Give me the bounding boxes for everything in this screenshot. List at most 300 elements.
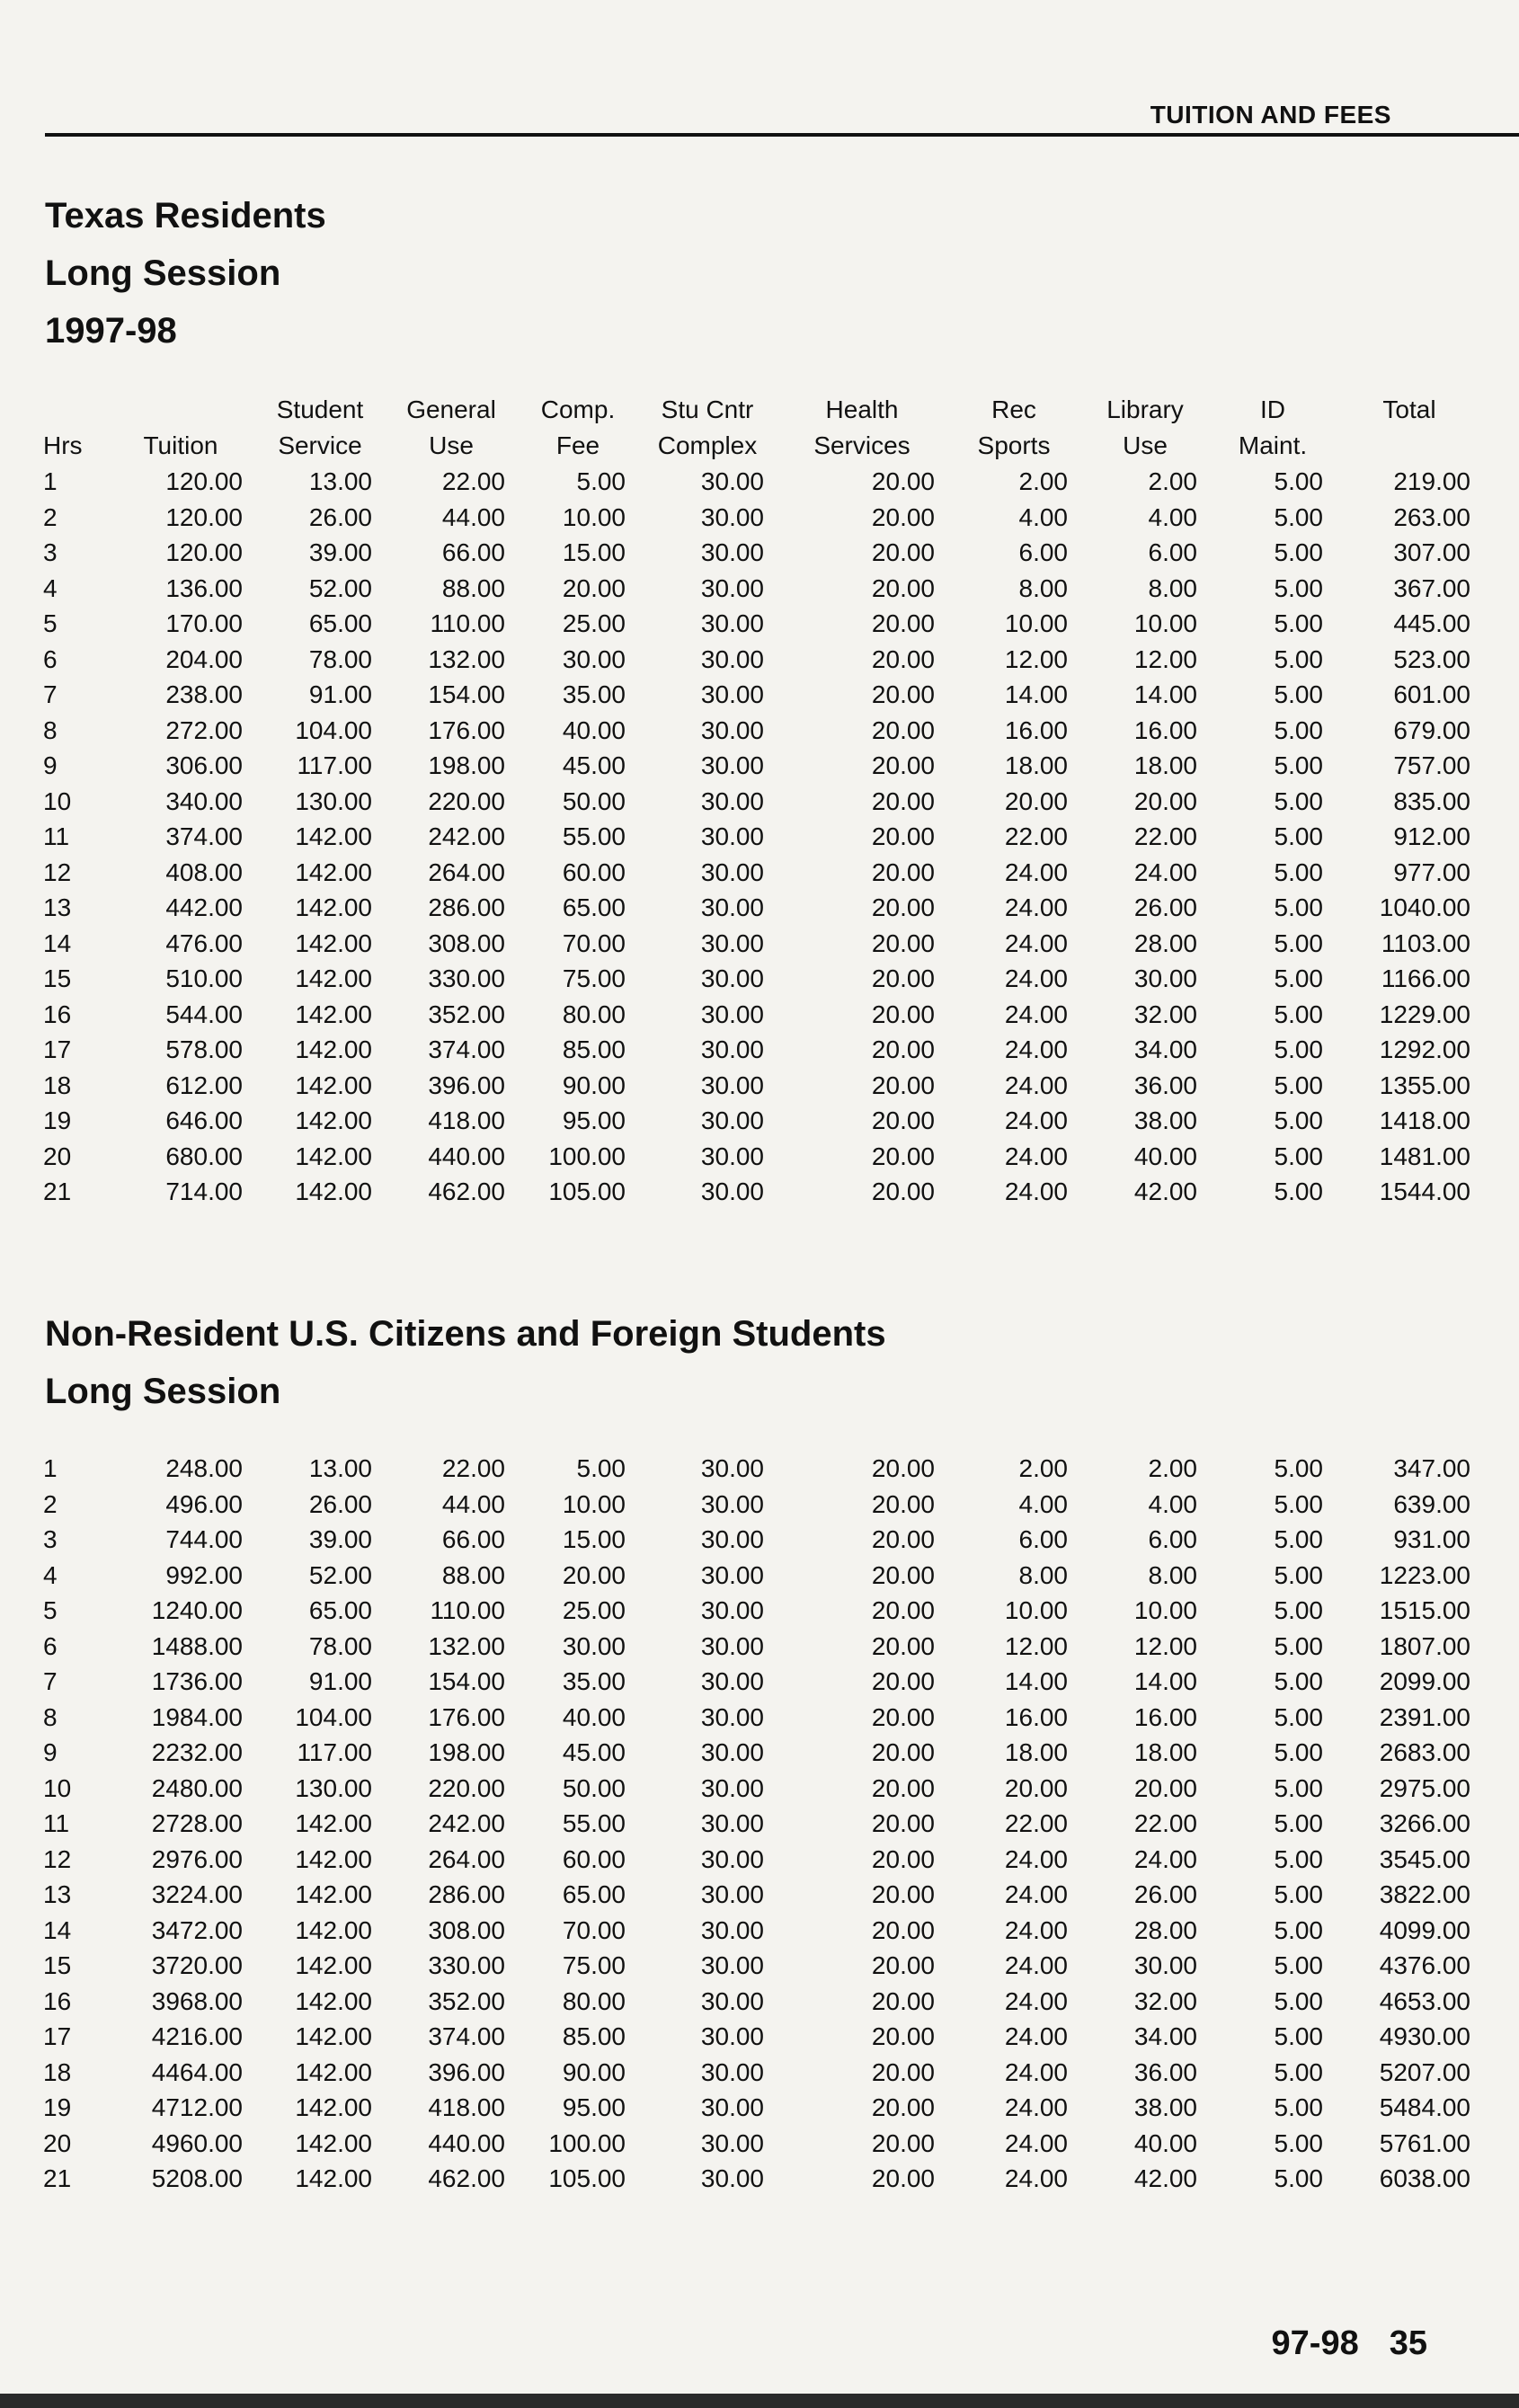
fee-cell: 60.00 [562,1844,626,1873]
page-footer [1241,2324,1427,2363]
fee-cell: 1544.00 [1379,1177,1470,1205]
fee-cell: 6.00 [1018,1525,1068,1553]
column-header: Use [1123,431,1168,459]
fee-cell: 44.00 [441,1489,505,1518]
table-row [43,890,1483,926]
fee-cell: 20.00 [871,1035,935,1063]
table-row [43,1174,1483,1210]
fee-cell: 24.00 [1004,1951,1068,1979]
fee-cell: 612.00 [165,1071,243,1099]
fee-cell: 601.00 [1393,680,1470,708]
fee-cell: 4464.00 [151,2057,243,2086]
fee-cell: 445.00 [1393,609,1470,637]
fee-cell: 4.00 [1148,1489,1197,1518]
hours-cell: 21 [43,1177,72,1205]
fee-cell: 75.00 [562,964,626,992]
fee-cell: 28.00 [1133,1915,1197,1944]
fee-cell: 5.00 [1274,1809,1323,1837]
fee-cell: 8.00 [1148,573,1197,602]
fee-cell: 42.00 [1133,1177,1197,1205]
hours-cell: 4 [43,573,58,602]
table-row [43,1842,1483,1878]
fee-cell: 2480.00 [151,1773,243,1802]
fee-cell: 39.00 [308,1525,372,1553]
fee-cell: 242.00 [428,822,505,850]
hours-cell: 12 [43,1844,72,1873]
column-header: Use [429,431,474,459]
fee-cell: 66.00 [441,1525,505,1553]
fee-cell: 42.00 [1133,2164,1197,2192]
table-row [43,2090,1483,2126]
fee-cell: 20.00 [1004,1773,1068,1802]
fee-cell: 5.00 [1274,573,1323,602]
column-header: Complex [657,431,758,459]
column-header: Library [1106,395,1184,423]
fee-cell: 14.00 [1133,680,1197,708]
fee-cell: 18.00 [1133,751,1197,779]
fee-cell: 20.00 [871,538,935,566]
fee-cell: 4216.00 [151,2022,243,2050]
fee-cell: 24.00 [1004,2128,1068,2157]
fee-cell: 30.00 [700,2022,764,2050]
column-header: Comp. [540,395,616,423]
fee-cell: 4099.00 [1379,1915,1470,1944]
fee-cell: 52.00 [308,573,372,602]
fee-cell: 1355.00 [1379,1071,1470,1099]
fee-cell: 30.00 [700,2093,764,2121]
fee-cell: 30.00 [700,1106,764,1134]
fee-cell: 142.00 [295,1880,372,1908]
fee-cell: 120.00 [165,467,243,495]
fee-cell: 307.00 [1393,538,1470,566]
fee-cell: 347.00 [1393,1454,1470,1482]
fee-cell: 5484.00 [1379,2093,1470,2121]
fee-cell: 219.00 [1393,467,1470,495]
fee-cell: 30.00 [700,786,764,815]
table-row [43,2126,1483,2162]
fee-cell: 330.00 [428,964,505,992]
fee-cell: 308.00 [428,929,505,957]
fee-cell: 24.00 [1004,964,1068,992]
fee-cell: 142.00 [295,893,372,921]
table-row [43,997,1483,1033]
fee-cell: 30.00 [700,1000,764,1028]
fee-cell: 24.00 [1004,2093,1068,2121]
fee-cell: 142.00 [295,1177,372,1205]
fee-cell: 30.00 [700,609,764,637]
fee-cell: 5.00 [1274,1773,1323,1802]
fee-cell: 5.00 [1274,644,1323,673]
fee-cell: 30.00 [700,1880,764,1908]
fee-cell: 30.00 [700,2164,764,2192]
fee-cell: 5.00 [1274,1702,1323,1731]
table-row [43,1913,1483,1949]
fee-cell: 5.00 [1274,857,1323,886]
fee-cell: 931.00 [1393,1525,1470,1553]
column-header: Health [825,395,899,423]
fee-cell: 5.00 [1274,1106,1323,1134]
fee-cell: 4960.00 [151,2128,243,2157]
header-rule [45,133,1519,137]
fee-cell: 14.00 [1004,680,1068,708]
column-header: Hrs [43,431,83,459]
fee-cell: 20.00 [871,1915,935,1944]
fee-cell: 30.00 [700,1177,764,1205]
fee-cell: 286.00 [428,893,505,921]
fee-cell: 20.00 [871,2128,935,2157]
fee-cell: 757.00 [1393,751,1470,779]
fee-cell: 30.00 [700,644,764,673]
fee-cell: 20.00 [871,1773,935,1802]
fee-cell: 5.00 [1274,822,1323,850]
fee-cell: 1229.00 [1379,1000,1470,1028]
fee-cell: 5.00 [1274,751,1323,779]
column-header: Fee [555,431,600,459]
fee-cell: 5.00 [1274,1071,1323,1099]
table-row [43,784,1483,820]
fee-cell: 142.00 [295,2164,372,2192]
fee-cell: 35.00 [562,680,626,708]
column-header: Tuition [143,431,218,459]
fee-cell: 5.00 [1274,680,1323,708]
fee-cell: 20.00 [871,573,935,602]
fee-cell: 5.00 [1274,1525,1323,1553]
fee-cell: 12.00 [1004,1631,1068,1660]
hours-cell: 10 [43,786,72,815]
fee-cell: 13.00 [308,467,372,495]
column-header: Service [278,431,362,459]
fee-cell: 66.00 [441,538,505,566]
fee-cell: 30.00 [700,1489,764,1518]
column-header: Sports [977,431,1051,459]
fee-cell: 396.00 [428,2057,505,2086]
fee-cell: 30.00 [700,538,764,566]
texas-residents-fee-table [43,392,1483,1210]
fee-cell: 646.00 [165,1106,243,1134]
fee-cell: 5.00 [1274,502,1323,531]
column-header: ID [1260,395,1285,423]
fee-cell: 16.00 [1133,715,1197,744]
fee-cell: 5.00 [1274,929,1323,957]
fee-cell: 340.00 [165,786,243,815]
hours-cell: 9 [43,751,58,779]
fee-cell: 10.00 [1133,609,1197,637]
column-header: Services [813,431,911,459]
fee-cell: 4.00 [1018,502,1068,531]
fee-cell: 30.00 [700,929,764,957]
fee-cell: 100.00 [548,2128,626,2157]
fee-cell: 90.00 [562,1071,626,1099]
fee-cell: 20.00 [871,1738,935,1766]
fee-cell: 38.00 [1133,2093,1197,2121]
fee-cell: 20.00 [871,1631,935,1660]
fee-cell: 5.00 [1274,786,1323,815]
fee-cell: 16.00 [1004,1702,1068,1731]
table-row [43,2055,1483,2091]
fee-cell: 25.00 [562,609,626,637]
fee-cell: 440.00 [428,2128,505,2157]
fee-cell: 20.00 [871,857,935,886]
hours-cell: 3 [43,1525,58,1553]
fee-cell: 104.00 [295,715,372,744]
fee-cell: 120.00 [165,502,243,531]
hours-cell: 4 [43,1560,58,1589]
fee-cell: 1807.00 [1379,1631,1470,1660]
fee-cell: 142.00 [295,1986,372,2015]
fee-cell: 20.00 [562,573,626,602]
fee-cell: 242.00 [428,1809,505,1837]
fee-cell: 476.00 [165,929,243,957]
fee-cell: 264.00 [428,1844,505,1873]
fee-cell: 20.00 [871,2164,935,2192]
fee-cell: 22.00 [441,467,505,495]
fee-cell: 4.00 [1148,502,1197,531]
fee-cell: 510.00 [165,964,243,992]
fee-cell: 142.00 [295,1000,372,1028]
fee-cell: 1040.00 [1379,893,1470,921]
table-row [43,500,1483,536]
fee-cell: 5.00 [1274,1738,1323,1766]
fee-cell: 2.00 [1018,1454,1068,1482]
fee-cell: 142.00 [295,1106,372,1134]
table-row [43,961,1483,997]
fee-cell: 24.00 [1004,1035,1068,1063]
fee-cell: 680.00 [165,1142,243,1170]
fee-cell: 24.00 [1004,1844,1068,1873]
hours-cell: 16 [43,1000,72,1028]
fee-cell: 408.00 [165,857,243,886]
fee-cell: 30.00 [700,1951,764,1979]
fee-cell: 30.00 [1133,964,1197,992]
table-row [43,1984,1483,2020]
fee-cell: 36.00 [1133,1071,1197,1099]
fee-cell: 8.00 [1018,1560,1068,1589]
fee-cell: 75.00 [562,1951,626,1979]
fee-cell: 679.00 [1393,715,1470,744]
fee-cell: 90.00 [562,2057,626,2086]
fee-cell: 16.00 [1004,715,1068,744]
fee-cell: 264.00 [428,857,505,886]
fee-cell: 6.00 [1148,1525,1197,1553]
fee-cell: 117.00 [297,751,372,779]
fee-cell: 20.00 [871,609,935,637]
table-row [43,606,1483,642]
fee-cell: 2.00 [1148,467,1197,495]
fee-cell: 18.00 [1004,1738,1068,1766]
fee-cell: 34.00 [1133,2022,1197,2050]
table-row [43,571,1483,607]
fee-cell: 170.00 [165,609,243,637]
fee-cell: 3266.00 [1379,1809,1470,1837]
fee-cell: 272.00 [165,715,243,744]
fee-cell: 30.00 [700,1738,764,1766]
fee-cell: 80.00 [562,1986,626,2015]
fee-cell: 104.00 [295,1702,372,1731]
fee-cell: 30.00 [700,1071,764,1099]
fee-cell: 198.00 [428,751,505,779]
fee-cell: 132.00 [428,1631,505,1660]
fee-cell: 30.00 [700,1844,764,1873]
hours-cell: 9 [43,1738,58,1766]
fee-cell: 142.00 [295,1951,372,1979]
fee-cell: 20.00 [1004,786,1068,815]
fee-cell: 78.00 [308,644,372,673]
title-line: Texas Residents [45,196,326,235]
fee-cell: 36.00 [1133,2057,1197,2086]
table-row [43,2019,1483,2055]
fee-cell: 25.00 [562,1596,626,1624]
fee-cell: 30.00 [700,1035,764,1063]
fee-cell: 30.00 [700,1667,764,1695]
fee-cell: 85.00 [562,1035,626,1063]
fee-cell: 142.00 [295,929,372,957]
fee-cell: 5.00 [1274,1177,1323,1205]
fee-cell: 4712.00 [151,2093,243,2121]
fee-cell: 105.00 [548,2164,626,2192]
fee-cell: 142.00 [295,964,372,992]
table-row [43,677,1483,713]
fee-cell: 352.00 [428,1000,505,1028]
fee-cell: 26.00 [1133,1880,1197,1908]
fee-cell: 352.00 [428,1986,505,2015]
fee-cell: 238.00 [165,680,243,708]
fee-cell: 330.00 [428,1951,505,1979]
fee-cell: 95.00 [562,2093,626,2121]
fee-cell: 30.00 [700,1596,764,1624]
fee-cell: 20.00 [871,1142,935,1170]
fee-cell: 2.00 [1018,467,1068,495]
hours-cell: 19 [43,1106,72,1134]
fee-cell: 306.00 [165,751,243,779]
header-row-2 [43,428,1483,464]
fee-cell: 20.00 [871,1844,935,1873]
fee-cell: 744.00 [165,1525,243,1553]
fee-cell: 20.00 [871,1560,935,1589]
table-row [43,1068,1483,1104]
fee-cell: 462.00 [428,2164,505,2192]
fee-cell: 5.00 [1274,2128,1323,2157]
fee-cell: 5.00 [1274,467,1323,495]
fee-cell: 20.00 [871,1986,935,2015]
hours-cell: 18 [43,1071,72,1099]
table-row [43,2161,1483,2197]
fee-cell: 142.00 [295,822,372,850]
table-row [43,1700,1483,1736]
fee-cell: 714.00 [165,1177,243,1205]
fee-cell: 5207.00 [1379,2057,1470,2086]
fee-cell: 286.00 [428,1880,505,1908]
fee-cell: 2232.00 [151,1738,243,1766]
fee-cell: 8.00 [1018,573,1068,602]
fee-cell: 30.00 [700,2057,764,2086]
fee-cell: 30.00 [1133,1951,1197,1979]
fee-cell: 5.00 [1274,538,1323,566]
fee-cell: 20.00 [871,786,935,815]
fee-cell: 32.00 [1133,1986,1197,2015]
fee-cell: 142.00 [295,1142,372,1170]
fee-cell: 523.00 [1393,644,1470,673]
fee-cell: 5.00 [576,1454,626,1482]
fee-cell: 39.00 [308,538,372,566]
fee-cell: 3224.00 [151,1880,243,1908]
page-number: 35 [1389,2324,1427,2362]
fee-cell: 24.00 [1004,1880,1068,1908]
table-row [43,1032,1483,1068]
fee-cell: 6.00 [1148,538,1197,566]
fee-cell: 1984.00 [151,1702,243,1731]
fee-cell: 20.00 [871,964,935,992]
fee-cell: 5.00 [1274,1454,1323,1482]
fee-cell: 12.00 [1133,1631,1197,1660]
hours-cell: 18 [43,2057,72,2086]
fee-cell: 1418.00 [1379,1106,1470,1134]
fee-cell: 142.00 [295,1071,372,1099]
fee-cell: 30.00 [700,751,764,779]
fee-cell: 24.00 [1004,1177,1068,1205]
column-header: Maint. [1238,431,1308,459]
fee-cell: 40.00 [562,715,626,744]
fee-cell: 24.00 [1133,1844,1197,1873]
fee-cell: 38.00 [1133,1106,1197,1134]
table-row [43,535,1483,571]
hours-cell: 11 [43,822,70,850]
fee-cell: 462.00 [428,1177,505,1205]
fee-cell: 15.00 [562,538,626,566]
fee-cell: 130.00 [295,1773,372,1802]
fee-cell: 10.00 [562,1489,626,1518]
fee-cell: 22.00 [1133,1809,1197,1837]
fee-cell: 20.00 [871,1667,935,1695]
fee-cell: 40.00 [1133,1142,1197,1170]
hours-cell: 11 [43,1809,70,1837]
fee-cell: 20.00 [871,751,935,779]
table-row [43,819,1483,855]
hours-cell: 14 [43,929,72,957]
column-header [43,392,106,428]
fee-cell: 220.00 [428,1773,505,1802]
hours-cell: 1 [43,1454,58,1482]
fee-cell: 204.00 [165,644,243,673]
fee-cell: 24.00 [1004,929,1068,957]
fee-cell: 30.00 [700,573,764,602]
fee-cell: 105.00 [548,1177,626,1205]
column-header: Stu Cntr [661,395,754,423]
fee-cell: 24.00 [1004,1986,1068,2015]
fee-cell: 44.00 [441,502,505,531]
fee-cell: 18.00 [1004,751,1068,779]
fee-cell: 30.00 [700,1560,764,1589]
fee-cell: 70.00 [562,1915,626,1944]
column-header [1336,428,1483,464]
column-header: Rec [991,395,1036,423]
fee-cell: 5208.00 [151,2164,243,2192]
fee-cell: 24.00 [1133,857,1197,886]
fee-cell: 130.00 [295,786,372,815]
fee-cell: 5.00 [1274,1880,1323,1908]
fee-cell: 20.00 [871,2022,935,2050]
fee-cell: 20.00 [871,680,935,708]
fee-cell: 2683.00 [1379,1738,1470,1766]
fee-cell: 80.00 [562,1000,626,1028]
fee-cell: 14.00 [1133,1667,1197,1695]
fee-cell: 24.00 [1004,1142,1068,1170]
title-line: Non-Resident U.S. Citizens and Foreign Students [45,1314,886,1354]
fee-cell: 5.00 [1274,1489,1323,1518]
table-row [43,926,1483,962]
fee-cell: 142.00 [295,1844,372,1873]
fee-cell: 142.00 [295,2022,372,2050]
fee-cell: 1103.00 [1381,929,1470,957]
